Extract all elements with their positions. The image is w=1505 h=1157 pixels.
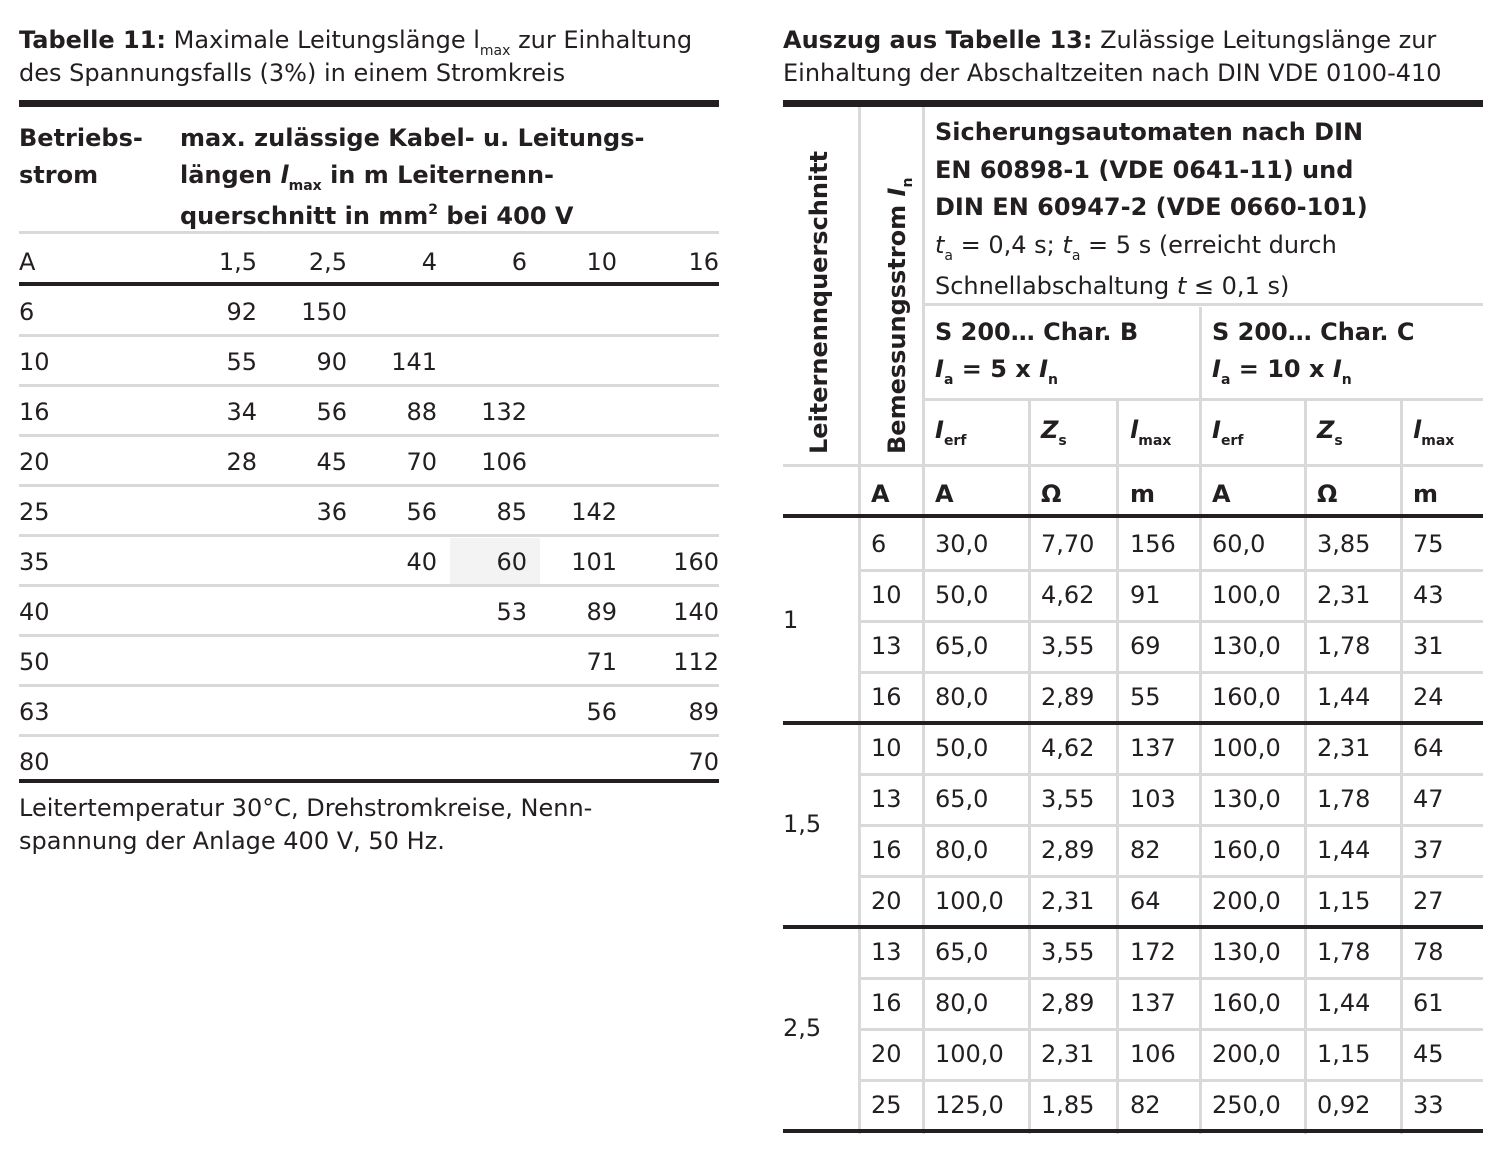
value-cell: 82 xyxy=(1130,1091,1161,1119)
value-cell: 137 xyxy=(1130,734,1176,762)
value-cell: 55 xyxy=(226,348,257,376)
header-text: ≤ 0,1 s) xyxy=(1186,272,1290,300)
value-cell: 130,0 xyxy=(1212,632,1281,660)
value-cell: 20 xyxy=(871,887,902,915)
value-cell: 45 xyxy=(1413,1040,1444,1068)
header-text: querschnitt in mm xyxy=(180,202,429,230)
value-cell: 65,0 xyxy=(935,785,989,813)
value-cell: 88 xyxy=(406,398,437,426)
table-row xyxy=(19,538,719,584)
value-cell: 61 xyxy=(1413,989,1444,1017)
value-cell: 85 xyxy=(496,498,527,526)
value-cell: 142 xyxy=(571,498,617,526)
row-label-cell: 10 xyxy=(19,348,50,376)
table-row xyxy=(19,688,719,734)
table-row xyxy=(19,338,719,384)
caption-label: Auszug aus Tabelle 13: xyxy=(783,26,1093,54)
value-cell: 2,5 xyxy=(308,248,347,276)
row-divider xyxy=(19,584,719,587)
column-header xyxy=(1130,410,1171,454)
value-cell: 36 xyxy=(316,498,347,526)
table-13-caption-line2: Einhaltung der Abschaltzeiten nach DIN VDE 0100-410 xyxy=(783,59,1442,87)
header-subscript: a xyxy=(1220,372,1231,388)
value-cell xyxy=(537,738,617,784)
value-cell: 100,0 xyxy=(1212,734,1281,762)
value-cell xyxy=(177,638,257,684)
column-header xyxy=(935,410,966,454)
value-cell: 103 xyxy=(1130,785,1176,813)
value-cell: 200,0 xyxy=(1212,887,1281,915)
value-cell: 6 xyxy=(871,530,887,558)
value-cell xyxy=(177,538,257,584)
value-cell xyxy=(447,688,527,734)
column-divider xyxy=(1116,401,1119,1134)
value-cell: 25 xyxy=(871,1091,902,1119)
value-cell: 2,31 xyxy=(1317,734,1371,762)
row-label-cell: 40 xyxy=(19,598,50,626)
value-cell xyxy=(357,588,437,634)
header-max-length xyxy=(180,120,644,239)
value-cell: 91 xyxy=(1130,581,1161,609)
group-title: S 200… Char. B xyxy=(935,318,1139,346)
table-row xyxy=(19,588,719,634)
header-subscript: erf xyxy=(943,433,967,449)
caption-subscript: max xyxy=(479,43,511,59)
value-cell: 24 xyxy=(1413,683,1444,711)
row-divider xyxy=(19,434,719,437)
value-cell: 200,0 xyxy=(1212,1040,1281,1068)
header-subscript: n xyxy=(900,177,916,188)
group-formula xyxy=(1212,351,1415,392)
value-cell: 160,0 xyxy=(1212,683,1281,711)
unit-cell: A xyxy=(871,480,890,508)
value-cell: 2,89 xyxy=(1041,989,1095,1017)
value-cell: 50,0 xyxy=(935,734,989,762)
value-cell: 82 xyxy=(1130,836,1161,864)
value-cell: 1,44 xyxy=(1317,836,1371,864)
column-divider xyxy=(1400,401,1403,1134)
value-cell: 80,0 xyxy=(935,836,989,864)
value-cell: 20 xyxy=(871,1040,902,1068)
value-cell: 33 xyxy=(1413,1091,1444,1119)
row-divider xyxy=(19,384,719,387)
table-11-caption-line2: des Spannungsfalls (3%) in einem Stromkreis xyxy=(19,59,566,87)
unit-row xyxy=(19,238,719,284)
value-cell: 16 xyxy=(871,836,902,864)
row-divider xyxy=(19,534,719,537)
header-var: I xyxy=(935,355,944,383)
header-var: I xyxy=(1332,355,1342,383)
table-top-rule xyxy=(19,100,719,107)
header-operating-current xyxy=(19,120,143,194)
value-cell: 10 xyxy=(586,248,617,276)
table-row xyxy=(19,388,719,434)
value-cell: 45 xyxy=(316,448,347,476)
header-text: = 5 x xyxy=(953,355,1040,383)
row-divider xyxy=(19,334,719,337)
value-cell: 160,0 xyxy=(1212,836,1281,864)
cross-section-cell: 2,5 xyxy=(783,1014,822,1042)
row-divider xyxy=(19,484,719,487)
header-rule xyxy=(783,514,1483,518)
value-cell: 106 xyxy=(1130,1040,1176,1068)
header-text: = 0,4 s; xyxy=(953,230,1063,259)
row-label-cell: A xyxy=(19,248,36,276)
cross-section-cell: 1,5 xyxy=(783,810,822,838)
value-cell: 1,15 xyxy=(1317,1040,1371,1068)
value-cell: 80,0 xyxy=(935,683,989,711)
value-cell: 65,0 xyxy=(935,632,989,660)
header-var: l xyxy=(1413,416,1422,444)
value-cell xyxy=(447,288,527,334)
value-cell: 141 xyxy=(391,348,437,376)
header-subscript: max xyxy=(288,178,322,194)
header-text: Bemessungsstrom xyxy=(883,196,911,454)
value-cell: 80,0 xyxy=(935,989,989,1017)
group-formula xyxy=(935,351,1138,392)
header-subscript: max xyxy=(1138,433,1172,449)
value-cell: 100,0 xyxy=(935,887,1004,915)
header-char-c xyxy=(1212,314,1415,392)
value-cell xyxy=(537,438,617,484)
value-cell xyxy=(177,738,257,784)
value-cell: 64 xyxy=(1413,734,1444,762)
value-cell xyxy=(267,638,347,684)
value-cell: 60 xyxy=(496,548,527,576)
unit-cell: m xyxy=(1130,480,1156,508)
value-cell: 64 xyxy=(1130,887,1161,915)
value-cell: 1,85 xyxy=(1041,1091,1095,1119)
header-var: I xyxy=(883,187,911,197)
value-cell xyxy=(357,638,437,684)
caption-text-cont: zur Einhaltung xyxy=(510,26,693,54)
row-label-cell: 20 xyxy=(19,448,50,476)
value-cell: 47 xyxy=(1413,785,1444,813)
table-top-rule xyxy=(783,100,1483,107)
row-label-cell: 63 xyxy=(19,698,50,726)
table-bottom-rule xyxy=(19,779,719,783)
value-cell: 140 xyxy=(673,598,719,626)
divider xyxy=(19,231,719,234)
value-cell xyxy=(357,738,437,784)
header-var: Z xyxy=(1041,416,1059,444)
table-row xyxy=(19,738,719,784)
header-divider xyxy=(922,398,1483,401)
header-var: t xyxy=(1176,272,1187,300)
value-cell xyxy=(537,388,617,434)
value-cell: 112 xyxy=(673,648,719,676)
value-cell: 90 xyxy=(316,348,347,376)
value-cell: 16 xyxy=(688,248,719,276)
header-line: EN 60898-1 (VDE 0641-11) und xyxy=(935,155,1354,184)
header-var: I xyxy=(935,416,944,444)
header-text: in m Leiternenn- xyxy=(321,161,554,189)
header-subscript: n xyxy=(1048,372,1059,388)
value-cell: 3,85 xyxy=(1317,530,1371,558)
value-cell: 56 xyxy=(586,698,617,726)
footnote-line: spannung der Anlage 400 V, 50 Hz. xyxy=(19,827,445,855)
value-cell: 250,0 xyxy=(1212,1091,1281,1119)
value-cell: 160,0 xyxy=(1212,989,1281,1017)
value-cell: 1,44 xyxy=(1317,989,1371,1017)
header-line: DIN EN 60947-2 (VDE 0660-101) xyxy=(935,193,1368,221)
value-cell: 75 xyxy=(1413,530,1444,558)
value-cell xyxy=(447,638,527,684)
value-cell xyxy=(447,738,527,784)
table-11-footnote xyxy=(19,792,592,858)
value-cell: 172 xyxy=(1130,938,1176,966)
value-cell: 1,15 xyxy=(1317,887,1371,915)
value-cell xyxy=(267,688,347,734)
value-cell: 65,0 xyxy=(935,938,989,966)
value-cell: 13 xyxy=(871,938,902,966)
value-cell: 1,44 xyxy=(1317,683,1371,711)
header-var: I xyxy=(1212,416,1221,444)
value-cell: 50,0 xyxy=(935,581,989,609)
value-cell: 1,78 xyxy=(1317,632,1371,660)
header-subscript: erf xyxy=(1220,433,1244,449)
row-label-cell: 50 xyxy=(19,648,50,676)
row-label-cell: 80 xyxy=(19,748,50,776)
header-subscript: s xyxy=(1058,433,1067,449)
value-cell xyxy=(537,288,617,334)
value-cell: 78 xyxy=(1413,938,1444,966)
value-cell xyxy=(177,488,257,534)
value-cell: 130,0 xyxy=(1212,785,1281,813)
cross-section-cell: 1 xyxy=(783,606,799,634)
table-row xyxy=(19,438,719,484)
value-cell xyxy=(357,288,437,334)
value-cell: 1,5 xyxy=(218,248,257,276)
value-cell: 125,0 xyxy=(935,1091,1004,1119)
header-subscript: n xyxy=(1341,372,1352,388)
value-cell: 40 xyxy=(406,548,437,576)
value-cell xyxy=(639,388,719,434)
header-line: max. zulässige Kabel- u. Leitungs- xyxy=(180,124,645,152)
value-cell: 4,62 xyxy=(1041,734,1095,762)
value-cell: 106 xyxy=(481,448,527,476)
value-cell: 7,70 xyxy=(1041,530,1095,558)
header-var: Z xyxy=(1317,416,1335,444)
table-row xyxy=(19,488,719,534)
unit-cell: A xyxy=(935,480,954,508)
footnote-line: Leitertemperatur 30°C, Drehstromkreise, Nenn- xyxy=(19,794,593,822)
unit-cell: m xyxy=(1413,480,1439,508)
table-13-caption xyxy=(783,24,1436,57)
value-cell: 2,31 xyxy=(1317,581,1371,609)
header-subscript: a xyxy=(1071,247,1081,264)
header-line xyxy=(935,227,1368,269)
value-cell xyxy=(357,688,437,734)
header-var: I xyxy=(1212,355,1221,383)
column-header xyxy=(1317,410,1343,454)
header-text: bei 400 V xyxy=(438,202,574,230)
value-cell: 4,62 xyxy=(1041,581,1095,609)
value-cell: 100,0 xyxy=(1212,581,1281,609)
value-cell: 16 xyxy=(871,989,902,1017)
value-cell: 27 xyxy=(1413,887,1444,915)
value-cell: 1,78 xyxy=(1317,785,1371,813)
header-var: t xyxy=(935,230,945,259)
row-divider xyxy=(19,634,719,637)
value-cell: 160 xyxy=(673,548,719,576)
value-cell: 2,89 xyxy=(1041,836,1095,864)
table-13 xyxy=(783,24,1483,1134)
value-cell: 130,0 xyxy=(1212,938,1281,966)
header-breakers xyxy=(935,114,1368,306)
value-cell: 10 xyxy=(871,734,902,762)
value-cell xyxy=(537,338,617,384)
header-line xyxy=(935,268,1368,306)
header-text: längen xyxy=(180,161,281,189)
header-line: Betriebs- xyxy=(19,124,143,152)
value-cell: 60,0 xyxy=(1212,530,1266,558)
value-cell: 2,31 xyxy=(1041,887,1095,915)
value-cell xyxy=(639,288,719,334)
value-cell: 150 xyxy=(301,298,347,326)
column-header xyxy=(1212,410,1243,454)
column-header xyxy=(1413,410,1454,454)
header-rule xyxy=(19,282,719,286)
value-cell: 100,0 xyxy=(935,1040,1004,1068)
value-cell: 156 xyxy=(1130,530,1176,558)
value-cell: 3,55 xyxy=(1041,938,1095,966)
value-cell: 0,92 xyxy=(1317,1091,1371,1119)
unit-cell: Ω xyxy=(1317,480,1338,508)
value-cell: 43 xyxy=(1413,581,1444,609)
header-line: strom xyxy=(19,161,99,189)
header-text: Schnellabschaltung xyxy=(935,272,1177,300)
row-label-cell: 6 xyxy=(19,298,35,326)
header-var: I xyxy=(1039,355,1049,383)
value-cell: 55 xyxy=(1130,683,1161,711)
value-cell: 137 xyxy=(1130,989,1176,1017)
value-cell: 56 xyxy=(406,498,437,526)
column-divider xyxy=(1028,401,1031,1134)
value-cell: 3,55 xyxy=(1041,632,1095,660)
value-cell xyxy=(447,338,527,384)
value-cell: 70 xyxy=(688,748,719,776)
value-cell: 31 xyxy=(1413,632,1444,660)
header-text: = 5 s (erreicht durch xyxy=(1080,230,1337,259)
row-label-cell: 25 xyxy=(19,498,50,526)
table-row xyxy=(19,638,719,684)
header-var: l xyxy=(280,161,289,189)
header-line: Sicherungsautomaten nach DIN xyxy=(935,118,1364,146)
value-cell: 4 xyxy=(421,248,437,276)
header-subscript: a xyxy=(943,372,954,388)
caption-text: Zulässige Leitungslänge zur xyxy=(1092,26,1437,54)
value-cell: 101 xyxy=(571,548,617,576)
header-superscript: 2 xyxy=(428,202,439,218)
header-text: = 10 x xyxy=(1230,355,1333,383)
table-bottom-rule xyxy=(783,1129,1483,1133)
header-rated-current xyxy=(883,177,916,454)
value-cell: 34 xyxy=(226,398,257,426)
header-cross-section xyxy=(805,151,833,454)
value-cell: 89 xyxy=(688,698,719,726)
value-cell xyxy=(639,338,719,384)
value-cell xyxy=(267,538,347,584)
header-char-b xyxy=(935,314,1138,392)
row-label-cell: 35 xyxy=(19,548,50,576)
value-cell: 16 xyxy=(871,683,902,711)
column-divider xyxy=(1304,401,1307,1134)
row-label-cell: 16 xyxy=(19,398,50,426)
value-cell: 37 xyxy=(1413,836,1444,864)
value-cell: 89 xyxy=(586,598,617,626)
header-line xyxy=(180,157,644,198)
table-11-caption xyxy=(19,24,692,61)
value-cell: 13 xyxy=(871,785,902,813)
header-var: l xyxy=(1130,416,1139,444)
value-cell: 56 xyxy=(316,398,347,426)
header-var: t xyxy=(1062,230,1072,259)
value-cell: 13 xyxy=(871,632,902,660)
value-cell xyxy=(267,588,347,634)
value-cell: 92 xyxy=(226,298,257,326)
value-cell: 2,89 xyxy=(1041,683,1095,711)
header-subscript: s xyxy=(1334,433,1343,449)
header-divider xyxy=(783,464,1483,467)
group-title: S 200… Char. C xyxy=(1212,318,1415,346)
value-cell: 2,31 xyxy=(1041,1040,1095,1068)
caption-label: Tabelle 11: xyxy=(19,26,167,54)
value-cell: 3,55 xyxy=(1041,785,1095,813)
value-cell: 1,78 xyxy=(1317,938,1371,966)
row-divider xyxy=(19,734,719,737)
value-cell: 69 xyxy=(1130,632,1161,660)
header-text: Leiternennquerschnitt xyxy=(805,150,833,454)
value-cell xyxy=(177,688,257,734)
value-cell: 71 xyxy=(586,648,617,676)
unit-cell: A xyxy=(1212,480,1231,508)
column-header xyxy=(1041,410,1067,454)
table-row xyxy=(19,288,719,334)
value-cell: 10 xyxy=(871,581,902,609)
value-cell xyxy=(639,488,719,534)
value-cell: 6 xyxy=(511,248,527,276)
header-subscript: a xyxy=(944,247,954,264)
caption-text: Maximale Leitungslänge l xyxy=(166,26,480,54)
header-subscript: max xyxy=(1421,433,1455,449)
value-cell xyxy=(177,588,257,634)
value-cell: 132 xyxy=(481,398,527,426)
value-cell: 70 xyxy=(406,448,437,476)
value-cell xyxy=(267,738,347,784)
value-cell: 28 xyxy=(226,448,257,476)
value-cell: 53 xyxy=(496,598,527,626)
unit-cell: Ω xyxy=(1041,480,1062,508)
value-cell xyxy=(639,438,719,484)
row-divider xyxy=(19,684,719,687)
value-cell: 30,0 xyxy=(935,530,989,558)
